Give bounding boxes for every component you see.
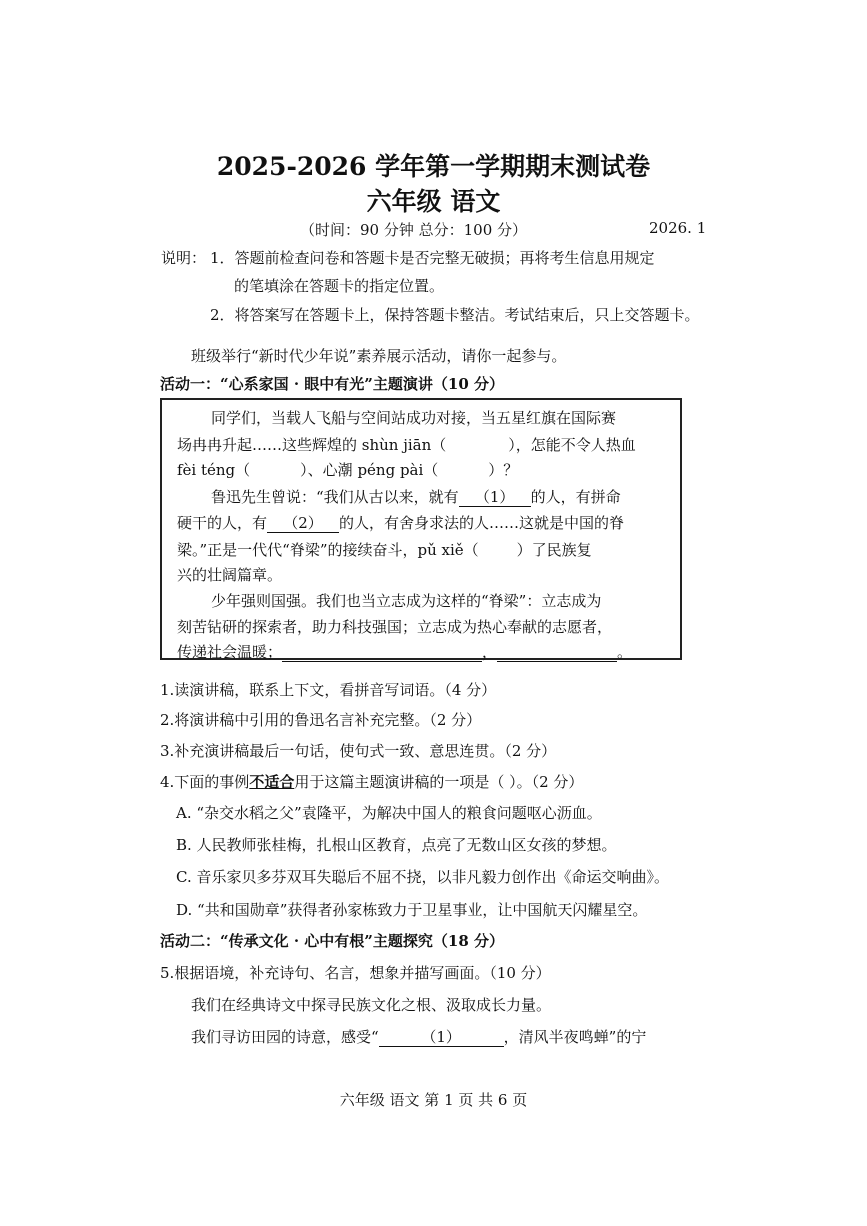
instructions-label: 说明：: [161, 249, 207, 267]
passage-text: ）？: [488, 461, 519, 479]
blank-4: [497, 644, 617, 662]
passage-text: 鲁迅先生曾说：“我们从古以来，就有: [211, 488, 459, 506]
passage-text: ）了民族复: [516, 541, 592, 559]
passage-text: fèi téng（: [177, 461, 251, 479]
passage-text: 硬干的人，有: [177, 514, 268, 532]
passage-text: 的人，有舍身求法的人……这就是中国的脊: [339, 514, 625, 532]
exam-title: 2025-2026 学年第一学期期末测试卷: [216, 152, 651, 181]
passage-text: ），怎能不令人热血: [508, 436, 636, 454]
passage-text: ）、心潮 péng pài（: [300, 461, 439, 479]
activity-text: 我们寻访田园的诗意，感受“: [191, 1028, 379, 1046]
page-footer: 六年级 语文 第 1 页 共 6 页: [339, 1091, 528, 1109]
passage-p1-line3: [177, 459, 518, 480]
blank-1: （1）: [459, 489, 531, 507]
passage-text: ，: [482, 643, 498, 661]
emphasis-not-suitable: 不适合: [249, 773, 295, 791]
passage-text: 梁。”正是一代代“脊梁”的接续奋斗，pǔ xiě（: [177, 541, 479, 559]
option-a: A. “杂交水稻之父”袁隆平，为解决中国人的粮食问题呕心沥血。: [176, 804, 602, 822]
question-5: 5.根据语境，补充诗句、名言，想象并描写画面。（10 分）: [160, 964, 551, 982]
question-3: 3.补充演讲稿最后一句话，使句式一致、意思连贯。（2 分）: [160, 742, 557, 760]
question-2: 2.将演讲稿中引用的鲁迅名言补充完整。（2 分）: [160, 711, 482, 729]
option-d: D. “共和国勋章”获得者孙家栋致力于卫星事业，让中国航天闪耀星空。: [176, 901, 648, 919]
instruction-2: 2．将答案写在答题卡上，保持答题卡整洁。考试结束后，只上交答题卡。: [210, 306, 700, 324]
blank-2: （2）: [267, 515, 339, 533]
passage-p2-line3: [177, 539, 592, 560]
blank-poem-1: （1）: [379, 1029, 504, 1047]
activity2-line1: 我们在经典诗文中探寻民族文化之根、汲取成长力量。: [191, 996, 552, 1014]
activity1-heading: 活动一：“心系家国 · 眼中有光”主题演讲（10 分）: [160, 375, 505, 393]
activity2-heading: 活动二：“传承文化 · 心中有根”主题探究（18 分）: [160, 932, 505, 950]
question-text: 用于这篇主题演讲稿的一项是（ ）。（2 分）: [294, 773, 584, 791]
passage-p1-line2: [177, 434, 636, 455]
option-b: B. 人民教师张桂梅，扎根山区教育，点亮了无数山区女孩的梦想。: [176, 836, 617, 854]
passage-text: 传递社会温暖；: [177, 643, 283, 661]
exam-subtitle: 六年级 语文: [366, 187, 501, 216]
instruction-1-line1: 1．答题前检查问卷和答题卡是否完整无破损；再将考生信息用规定: [210, 249, 655, 267]
passage-p3-line2: 刻苦钻研的探索者，助力科技强国；立志成为热心奉献的志愿者，: [177, 618, 613, 636]
blank-3: [282, 644, 482, 662]
passage-text: 。: [617, 643, 633, 661]
question-4: [160, 771, 583, 792]
passage-p1-line1: 同学们，当载人飞船与空间站成功对接，当五星红旗在国际赛: [211, 409, 617, 427]
passage-text: 场冉冉升起……这些辉煌的 shùn jiān（: [177, 436, 447, 454]
passage-p2-line2: [177, 512, 624, 533]
option-c: C. 音乐家贝多芬双耳失聪后不屈不挠，以非凡毅力创作出《命运交响曲》。: [176, 868, 669, 886]
passage-text: 的人，有拼命: [530, 488, 621, 506]
instruction-1-line2: 的笔填涂在答题卡的指定位置。: [234, 277, 445, 295]
question-1: 1.读演讲稿，联系上下文，看拼音写词语。（4 分）: [160, 681, 497, 699]
intro-text: 班级举行“新时代少年说”素养展示活动，请你一起参与。: [191, 347, 567, 365]
exam-date: 2026. 1: [649, 219, 707, 237]
time-info: （时间：90 分钟 总分：100 分）: [300, 221, 528, 239]
passage-p2-line1: [211, 486, 621, 507]
passage-p2-line4: 兴的壮阔篇章。: [177, 566, 283, 584]
activity-text: ，清风半夜鸣蝉”的宁: [503, 1028, 647, 1046]
activity2-line2: [191, 1026, 646, 1047]
passage-p3-line1: 少年强则国强。我们也当立志成为这样的“脊梁”：立志成为: [211, 592, 602, 610]
passage-p3-line3: [177, 641, 632, 662]
question-text: 4.下面的事例: [160, 773, 250, 791]
